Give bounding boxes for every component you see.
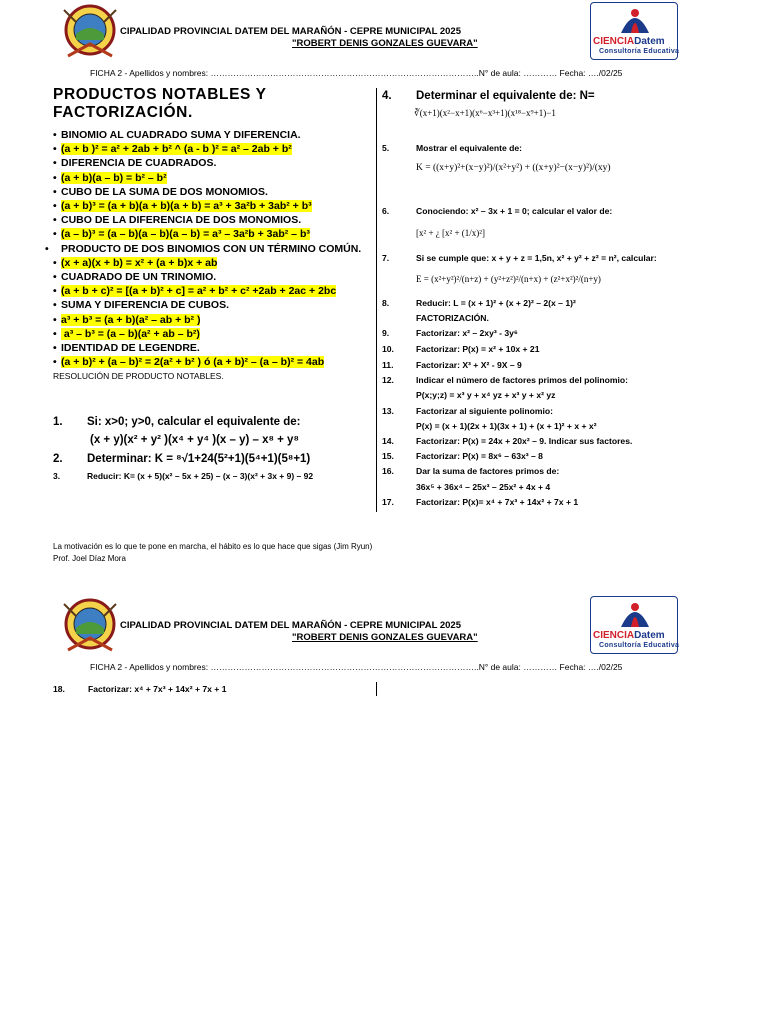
ciencia-datem-logo — [590, 596, 678, 654]
formula-identity: • (x + a)(x + b) = x² + (a + b)x + ab — [53, 256, 218, 269]
formula-heading: • SUMA Y DIFERENCIA DE CUBOS. — [53, 299, 230, 312]
formula-heading: • CUBO DE LA DIFERENCIA DE DOS MONOMIOS. — [53, 214, 302, 227]
school-name: "ROBERT DENIS GONZALES GUEVARA" — [292, 632, 478, 643]
formula-heading: • PRODUCTO DE DOS BINOMIOS CON UN TÉRMINO COMÚN. — [45, 242, 362, 255]
teacher-name: Prof. Joel Díaz Mora — [53, 554, 126, 563]
formula-identity: • (a + b + c)² = [(a + b)² + c] = a² + b² + c² +2ab + 2ac + 2bc — [53, 285, 337, 298]
brand-name: CIENCIADatem — [593, 630, 665, 641]
formula-heading: • IDENTIDAD DE LEGENDRE. — [53, 342, 200, 355]
brand-emblem-icon — [591, 597, 679, 631]
formula-identity: • (a + b)(a – b) = b² – b² — [53, 171, 167, 184]
ciencia-datem-logo — [590, 2, 678, 60]
municipal-seal-logo — [62, 0, 118, 66]
motivational-quote: La motivación es lo que te pone en marcha, el hábito es lo que hace que sigas (Jim Ryun) — [53, 542, 373, 551]
institution-name: CIPALIDAD PROVINCIAL DATEM DEL MARAÑÓN - CEPRE MUNICIPAL 2025 — [120, 620, 461, 631]
problem-5-expression: K = ((x+y)²+(x−y)²)/(x²+y²) + ((x+y)²−(x−y)²)/(xy) — [416, 163, 611, 173]
formula-list — [45, 128, 373, 369]
brand-subtitle: Consultoría Educativa — [599, 48, 680, 55]
resolution-heading: RESOLUCIÓN DE PRODUCTO NOTABLES. — [53, 371, 224, 382]
page-header — [0, 0, 768, 78]
problem-4-expression: ∛(x+1)(x²−x+1)(x⁶−x³+1)(x¹⁸−x⁹+1)−1 — [414, 108, 556, 118]
brand-name: CIENCIADatem — [593, 36, 665, 47]
school-name: "ROBERT DENIS GONZALES GUEVARA" — [292, 38, 478, 49]
formula-identity: • a³ + b³ = (a + b)(a² – ab + b² ) — [53, 313, 201, 326]
formula-heading: • DIFERENCIA DE CUADRADOS. — [53, 157, 217, 170]
formula-heading: • CUADRADO DE UN TRINOMIO. — [53, 271, 217, 284]
student-info-line: FICHA 2 - Apellidos y nombres: …………………………………………………………………………………..N° de aula: ………… Fecha: …./02/25 — [90, 662, 623, 672]
brand-subtitle: Consultoría Educativa — [599, 642, 680, 649]
institution-name: CIPALIDAD PROVINCIAL DATEM DEL MARAÑÓN - CEPRE MUNICIPAL 2025 — [120, 26, 461, 37]
formula-heading: • CUBO DE LA SUMA DE DOS MONOMIOS. — [53, 185, 268, 198]
problem-6-expression: [x² + ¿ [x² + (1/x)²] — [416, 228, 485, 238]
formula-identity: • (a + b )² = a² + 2ab + b² ^ (a - b )² = a² – 2ab + b² — [53, 143, 292, 156]
page-header-2 — [0, 594, 768, 672]
student-info-line: FICHA 2 - Apellidos y nombres: …………………………………………………………………………………..N° de aula: ………… Fecha: …./02/25 — [90, 68, 623, 78]
formula-identity: • (a + b)² + (a – b)² = 2(a² + b² ) ó (a + b)² – (a – b)² = 4ab — [53, 356, 325, 369]
text-cursor — [376, 682, 377, 696]
column-divider — [376, 88, 377, 512]
problem-1-expression: (x + y)(x² + y² )(x⁴ + y⁴ )(x – y) – x⁸ + y⁸ — [90, 434, 299, 446]
formula-identity: • (a – b)³ = (a – b)(a – b)(a – b) = a³ – 3a²b + 3ab² – b³ — [53, 228, 310, 241]
problem-7-expression: E = (x²+y²)²/(n+z) + (y²+z²)²/(n+x) + (z²+x²)²/(n+y) — [416, 274, 601, 284]
formula-identity: • (a + b)³ = (a + b)(a + b)(a + b) = a³ + 3a²b + 3ab² + b³ — [53, 200, 312, 213]
page-title: PRODUCTOS NOTABLES Y FACTORIZACIÓN. — [53, 86, 267, 121]
municipal-seal-logo — [62, 594, 118, 660]
formula-identity: • a³ – b³ = (a – b)(a² + ab – b²) — [53, 327, 200, 340]
brand-emblem-icon — [591, 3, 679, 37]
formula-heading: • BINOMIO AL CUADRADO SUMA Y DIFERENCIA. — [53, 129, 301, 141]
formulas-column — [45, 86, 373, 383]
